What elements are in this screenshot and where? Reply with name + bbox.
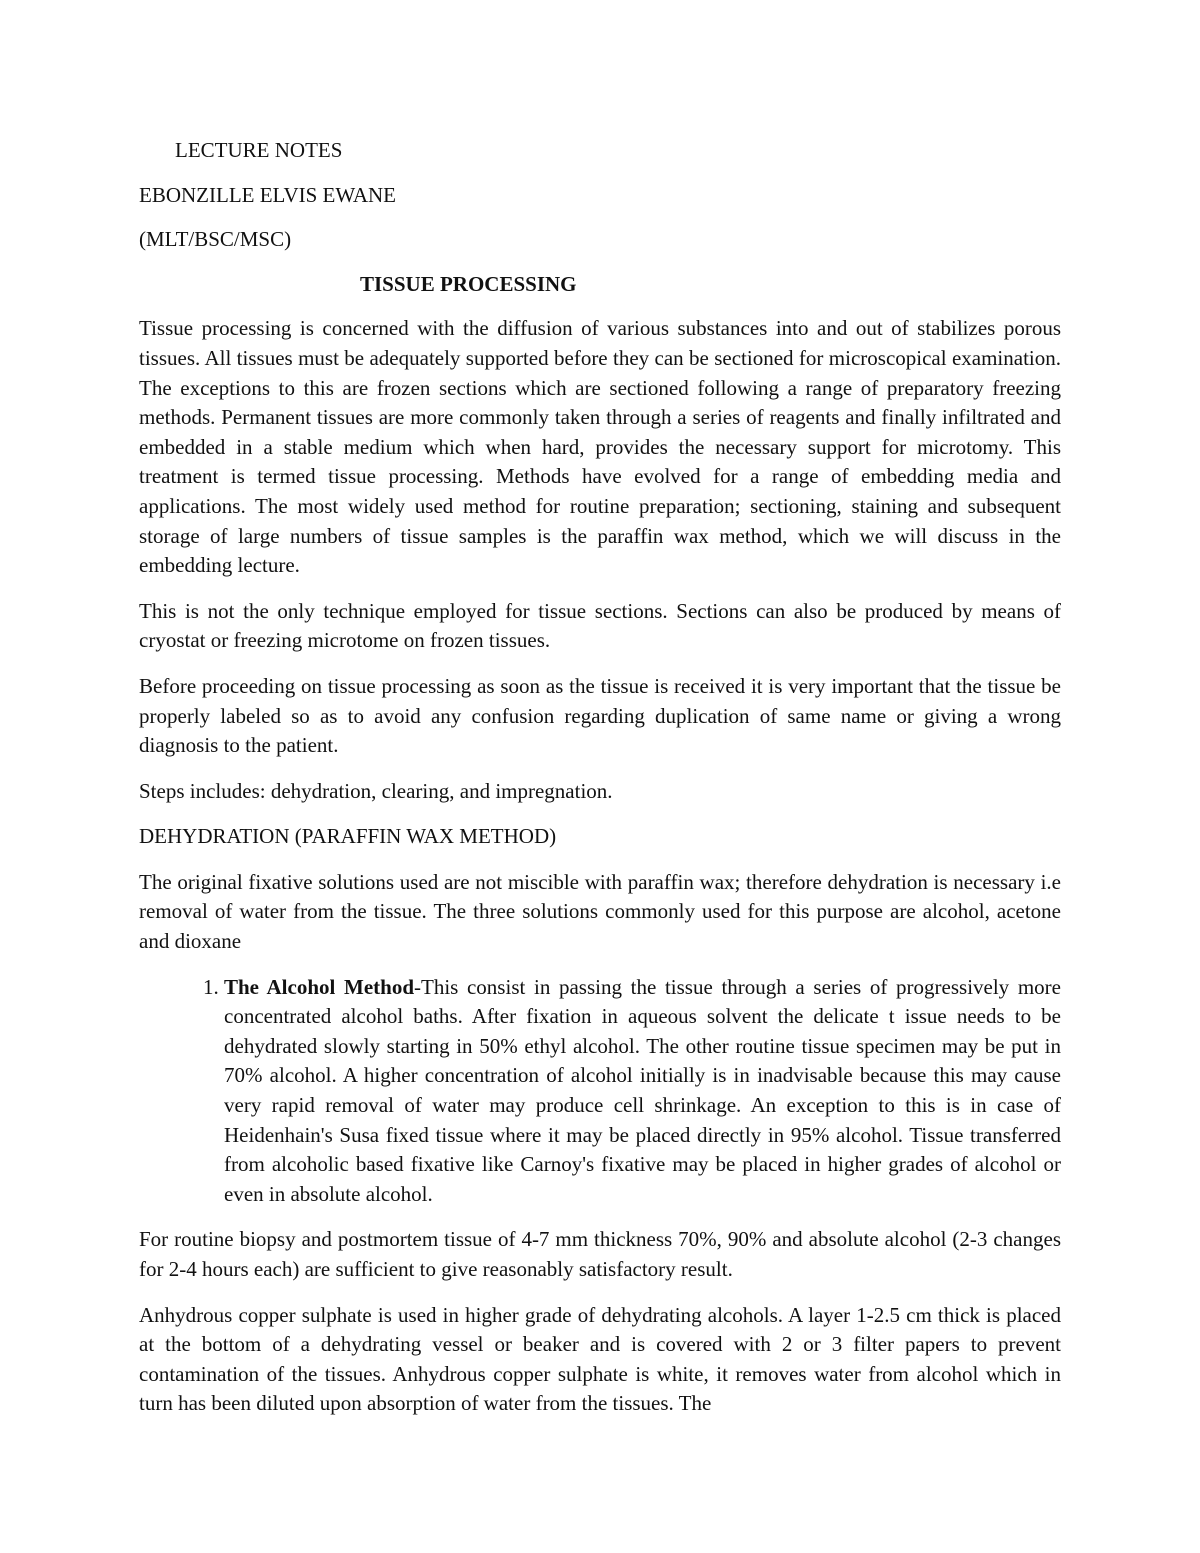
lecture-notes-label: LECTURE NOTES bbox=[175, 138, 343, 162]
document-title: TISSUE PROCESSING bbox=[360, 271, 577, 296]
method-name: The Alcohol Method bbox=[224, 974, 414, 999]
intro-paragraph: Tissue processing is concerned with the diffusion of various substances into and out of stabilizes porous tissues. All tissues must be adequately supported before they can be sectioned for microscopical examination. The exceptions to this are frozen sections which are sectioned following a range of preparatory freezing methods. Permanent tissues are more commonly taken through a series of reagents and finally infiltrated and embedded in a stable medium which when hard, provides the necessary support for microtomy. This treatment is termed tissue processing. Methods have evolved for a range of embedding media and applications. The most widely used method for routine preparation; sectioning, staining and subsequent storage of large numbers of tissue samples is the paraffin wax method, which we will discuss in the embedding lecture. bbox=[139, 316, 1061, 578]
document-page bbox=[139, 136, 1061, 1435]
list-item bbox=[224, 973, 1061, 1210]
dehydration-intro-paragraph: The original fixative solutions used are not miscible with paraffin wax; therefore dehydration is necessary i.e removal of water from the tissue. The three solutions commonly used for this purpose are alcohol, acetone and dioxane bbox=[139, 869, 1061, 954]
methods-list bbox=[139, 973, 1061, 1210]
author-qualifications: (MLT/BSC/MSC) bbox=[139, 227, 292, 252]
method-description: -This consist in passing the tissue through a series of progressively more concentrated alcohol baths. After fixation in aqueous solvent the delicate t issue needs to be dehydrated slowly starting in 50% ethyl alcohol. The other routine tissue specimen may be put in 70% alcohol. A higher concentration of alcohol initially is in inadvisable because this may cause very rapid removal of water may produce cell shrinkage. An exception to this is in case of Heidenhain's Susa fixed tissue where it may be placed directly in 95% alcohol. Tissue transferred from alcoholic based fixative like Carnoy's fixative may be placed in higher grades of alcohol or even in absolute alcohol. bbox=[224, 974, 1061, 1206]
author-name: EBONZILLE ELVIS EWANE bbox=[139, 182, 397, 207]
routine-paragraph: For routine biopsy and postmortem tissue of 4-7 mm thickness 70%, 90% and absolute alcohol (2-3 changes for 2-4 hours each) are sufficient to give reasonably satisfactory result. bbox=[139, 1227, 1061, 1281]
technique-paragraph: This is not the only technique employed for tissue sections. Sections can also be produced by means of cryostat or freezing microtome on frozen tissues. bbox=[139, 598, 1061, 653]
copper-sulphate-paragraph: Anhydrous copper sulphate is used in higher grade of dehydrating alcohols. A layer 1-2.5 cm thick is placed at the bottom of a dehydrating vessel or beaker and is covered with 2 or 3 filter papers to prevent contamination of the tissues. Anhydrous copper sulphate is white, it removes water from alcohol which in turn has been diluted upon absorption of water from the tissues. The bbox=[139, 1302, 1061, 1416]
labeling-paragraph: Before proceeding on tissue processing as soon as the tissue is received it is very important that the tissue be properly labeled so as to avoid any confusion regarding duplication of same name or giving a wrong diagnosis to the patient. bbox=[139, 673, 1061, 758]
dehydration-heading: DEHYDRATION (PARAFFIN WAX METHOD) bbox=[139, 824, 557, 849]
steps-paragraph: Steps includes: dehydration, clearing, and impregnation. bbox=[139, 778, 613, 803]
